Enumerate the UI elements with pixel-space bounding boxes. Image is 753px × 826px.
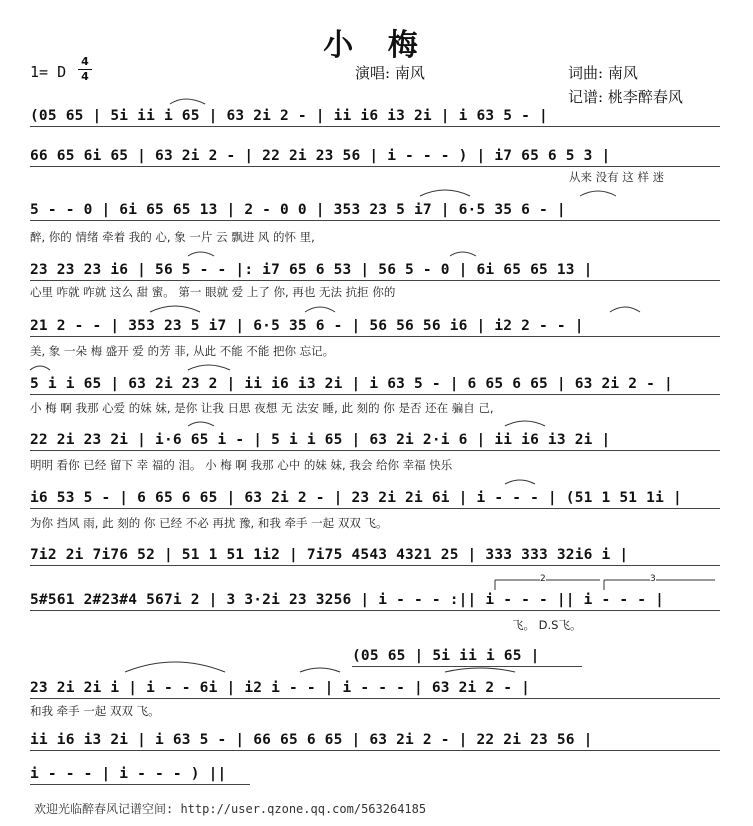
score-line-11: (05 65 | 5i ii i 65 |	[352, 648, 582, 664]
score-line-9: 7i2 2i 7i76 52 | 51 1 51 1i2 | 7i75 4543 4321 25 | 333 333 32i6 i |	[30, 547, 720, 563]
score-line-5: 21 2 - - | 353 23 5 i7 | 6·5 35 6 - | 56 56 56 i6 | i2 2 - - |	[30, 318, 720, 334]
lyric-line-7: 明明 看你 已经 留下 幸 福的 泪。 小 梅 啊 我那 心中 的妹 妹, 我会 给你 幸福 快乐	[30, 458, 453, 472]
score-line-10: 5#561 2#23#4 567i 2 | 3 3·2i 23 3256 | i - - - :|| i - - - || i - - - |	[30, 592, 720, 608]
composer-credit: 词曲: 南风	[568, 64, 638, 82]
singer-credit: 演唱: 南风	[355, 64, 425, 82]
volta-2-label: 2	[540, 574, 546, 584]
lyric-line-2: 从来 没有 这 样 迷	[569, 170, 665, 184]
score-line-7: 22 2i 23 2i | i·6 65 i - | 5 i i 65 | 63 2i 2·i 6 | ii i6 i3 2i |	[30, 432, 720, 448]
lyric-line-4: 心里 咋就 咋就 这么 甜 蜜。 第一 眼就 爱 上了 你, 再也 无法 抗拒 你的	[30, 285, 396, 299]
slur-marks	[30, 99, 640, 672]
time-signature-top: 4	[81, 55, 89, 68]
score-line-14: i - - - | i - - - ) ||	[30, 766, 250, 782]
song-title: 小 梅	[323, 28, 430, 63]
lyric-line-5: 美, 象 一朵 梅 盛开 爱 的芳 菲, 从此 不能 不能 把你 忘记。	[30, 344, 335, 358]
score-line-4: 23 23 23 i6 | 56 5 - - |: i7 65 6 53 | 56 5 - 0 | 6i 65 65 13 |	[30, 262, 720, 278]
score-line-12: 23 2i 2i i | i - - 6i | i2 i - - | i - - - | 63 2i 2 - |	[30, 680, 720, 696]
score-line-3: 5 - - 0 | 6i 65 65 13 | 2 - 0 0 | 353 23 5 i7 | 6·5 35 6 - |	[30, 202, 720, 218]
lyric-line-8: 为你 挡风 雨, 此 刻的 你 已经 不必 再扰 豫, 和我 牵手 一起 双双 飞。	[30, 516, 388, 530]
transcriber-credit: 记谱: 桃李醉春风	[568, 88, 683, 106]
lyric-line-10: 飞。 D.S飞。	[512, 618, 582, 632]
lyric-line-3: 醉, 你的 情绪 牵着 我的 心, 象 一片 云 飘进 风 的怀 里,	[30, 230, 315, 244]
volta-3-label: 3	[650, 574, 656, 584]
score-line-6: 5 i i 65 | 63 2i 23 2 | ii i6 i3 2i | i 63 5 - | 6 65 6 65 | 63 2i 2 - |	[30, 376, 720, 392]
score-line-13: ii i6 i3 2i | i 63 5 - | 66 65 6 65 | 63 2i 2 - | 22 2i 23 56 |	[30, 732, 720, 748]
lyric-line-12: 和我 牵手 一起 双双 飞。	[30, 704, 160, 718]
volta-brackets	[495, 580, 715, 590]
score-line-8: i6 53 5 - | 6 65 6 65 | 63 2i 2 - | 23 2i 2i 6i | i - - - | (51 1 51 1i |	[30, 490, 720, 506]
score-line-2: 66 65 6i 65 | 63 2i 2 - | 22 2i 23 56 | i - - - ) | i7 65 6 5 3 |	[30, 148, 720, 164]
footer-note: 欢迎光临醉春风记谱空间: http://user.qzone.qq.com/563264185	[34, 802, 427, 816]
key-signature: 1= D	[30, 63, 67, 81]
time-signature-bottom: 4	[81, 70, 89, 83]
lyric-line-6: 小 梅 啊 我那 心爱 的妹 妹, 是你 让我 日思 夜想 无 法安 睡, 此 刻的 你 是否 还在 骗自 己,	[30, 401, 494, 415]
score-line-1: (05 65 | 5i ii i 65 | 63 2i 2 - | ii i6 i3 2i | i 63 5 - |	[30, 108, 720, 124]
